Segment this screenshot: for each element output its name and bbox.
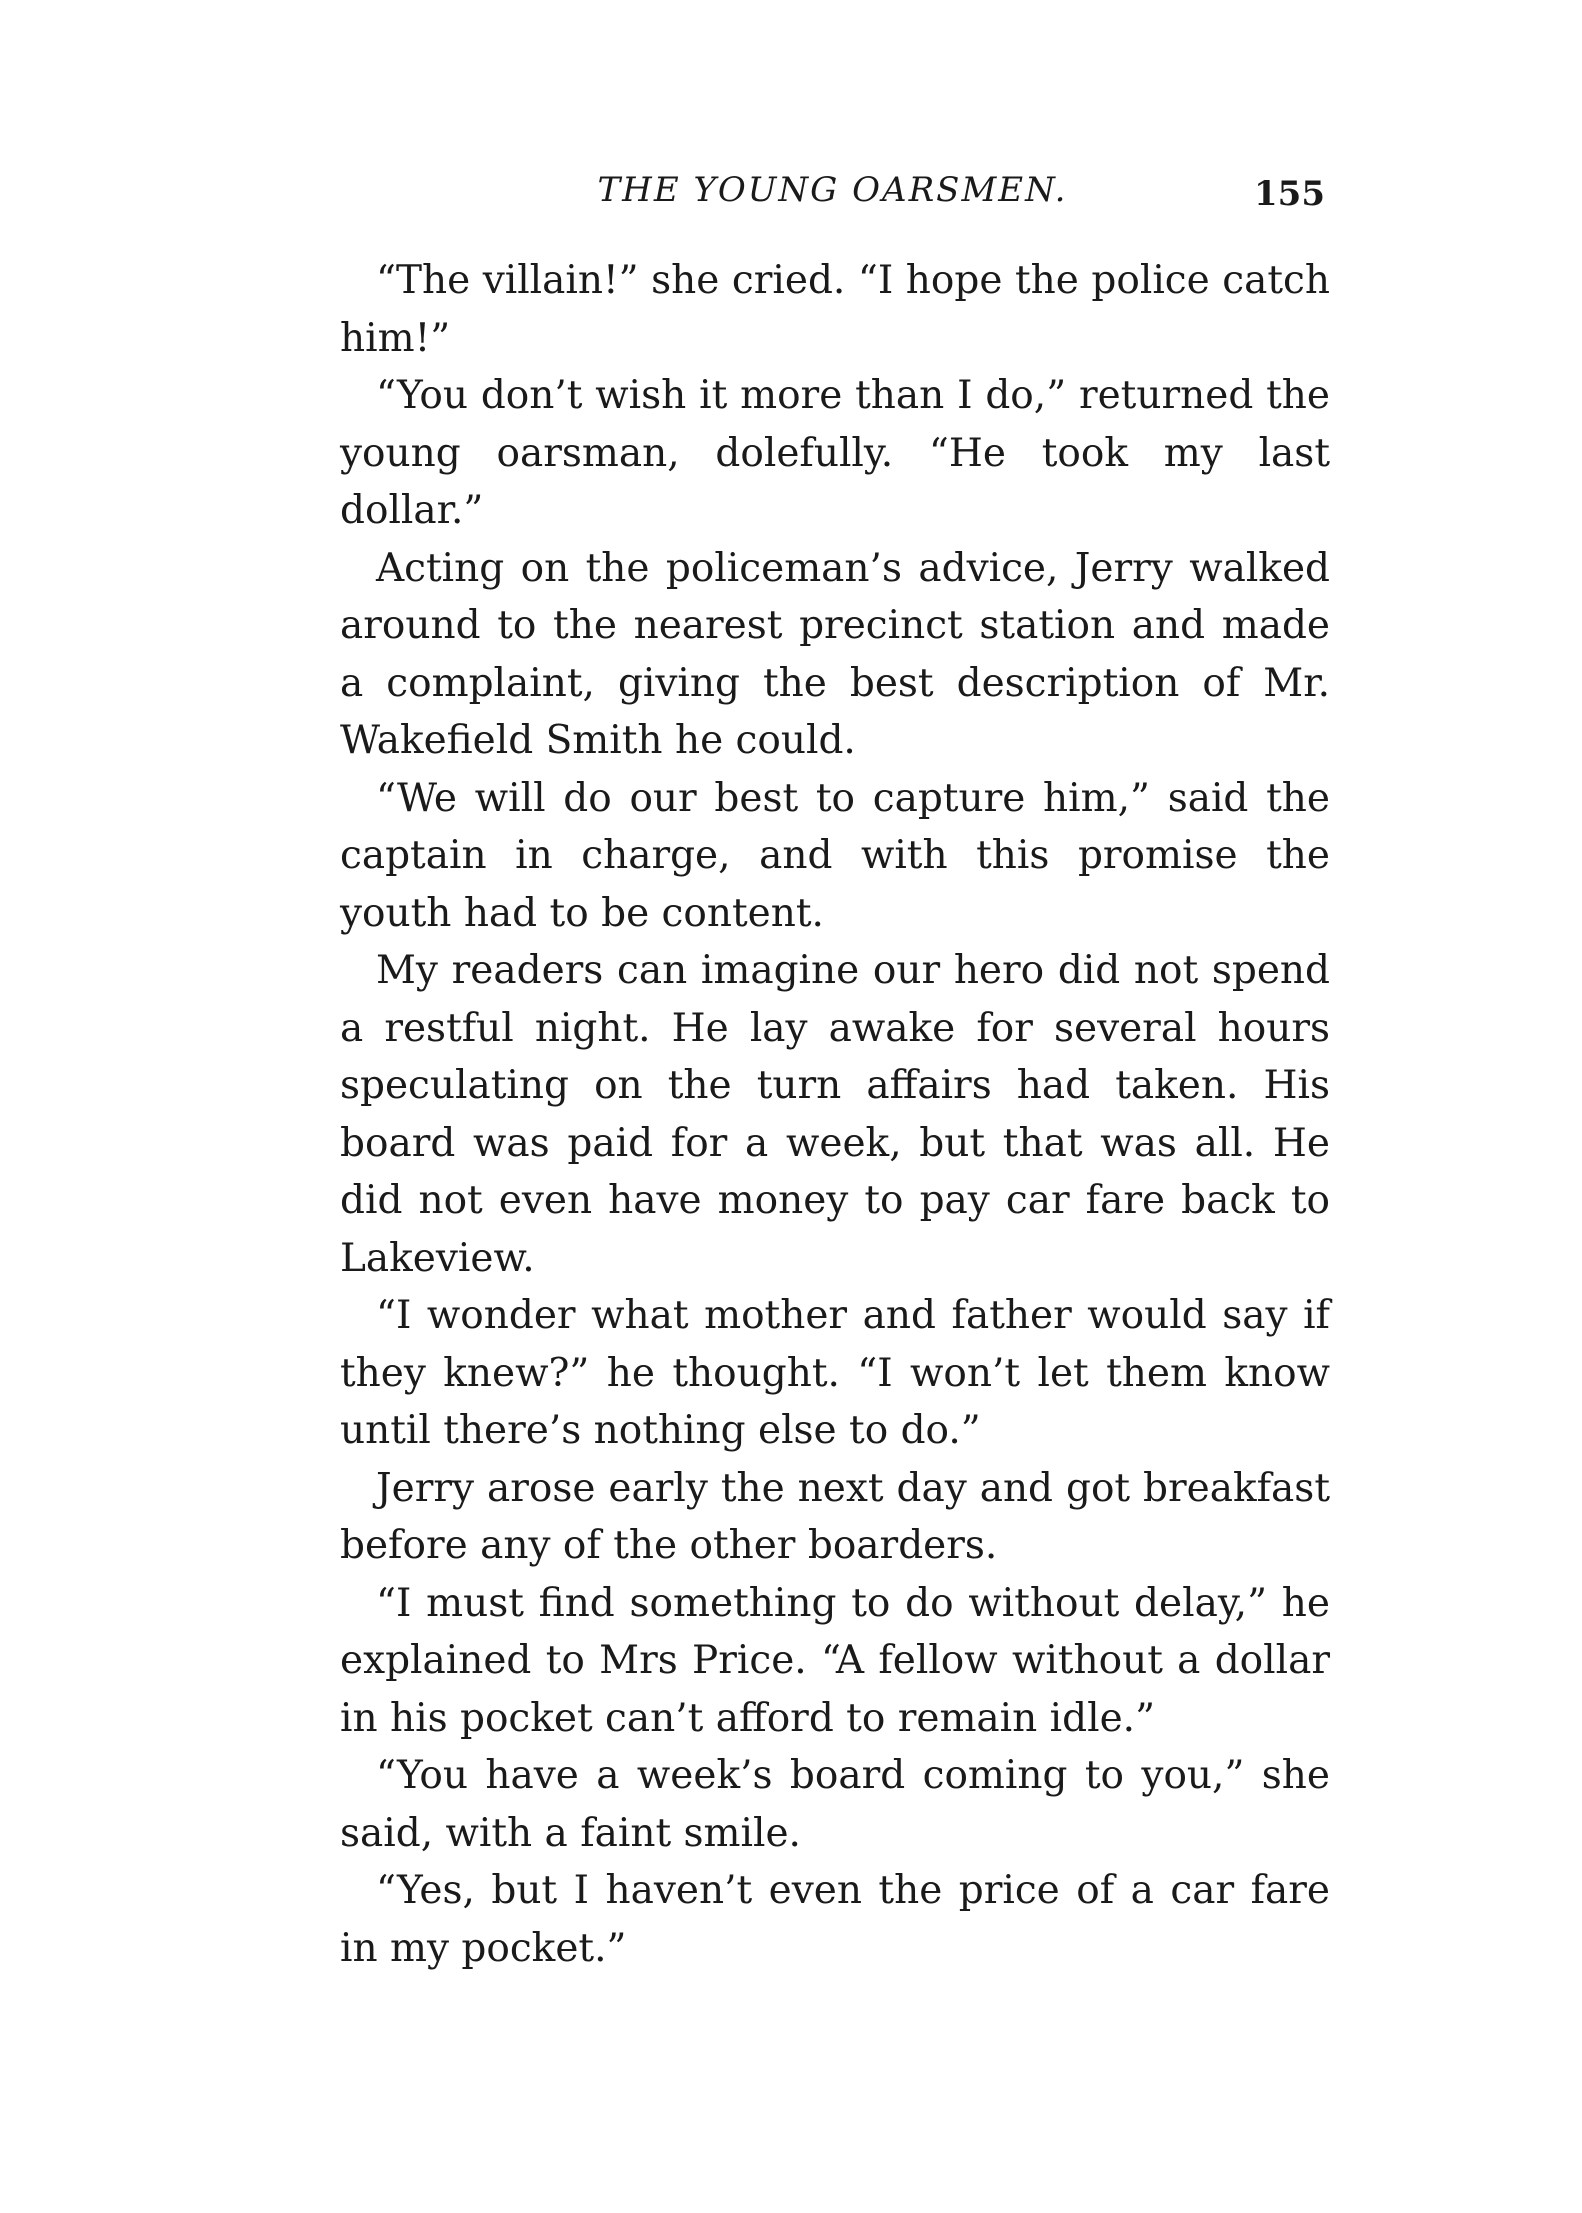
page-number: 155	[1254, 174, 1325, 214]
paragraph: “I wonder what mother and father would say if they knew?” he thought. “I won’t let them know until there’s nothing else to do.”	[340, 1293, 1330, 1453]
body-text	[340, 252, 1330, 1977]
paragraph: “You don’t wish it more than I do,” returned the young oarsman, dolefully. “He took my last dollar.”	[340, 373, 1330, 533]
paragraph: My readers can imagine our hero did not spend a restful night. He lay awake for several hours speculating on the turn affairs had taken. His board was paid for a week, but that was all. He did not even have money to pay car fare back to Lakeview.	[340, 948, 1330, 1281]
running-head	[340, 170, 1325, 230]
paragraph: “I must find something to do without delay,” he explained to Mrs Price. “A fellow without a dollar in his pocket can’t afford to remain idle.”	[340, 1580, 1330, 1741]
paragraph: Jerry arose early the next day and got breakfast before any of the other boarders.	[340, 1465, 1330, 1568]
paragraph: Acting on the policeman’s advice, Jerry walked around to the nearest precinct station and made a complaint, giving the best description of Mr. Wakefield Smith he could.	[340, 545, 1330, 763]
paragraph: “Yes, but I haven’t even the price of a car fare in my pocket.”	[340, 1868, 1330, 1971]
paragraph: “We will do our best to capture him,” said the captain in charge, and with this promise the youth had to be content.	[340, 775, 1330, 936]
paragraph: “You have a week’s board coming to you,” she said, with a faint smile.	[340, 1753, 1330, 1856]
paragraph: “The villain!” she cried. “I hope the police catch him!”	[340, 258, 1330, 361]
running-title: THE YOUNG OARSMEN.	[597, 170, 1068, 210]
